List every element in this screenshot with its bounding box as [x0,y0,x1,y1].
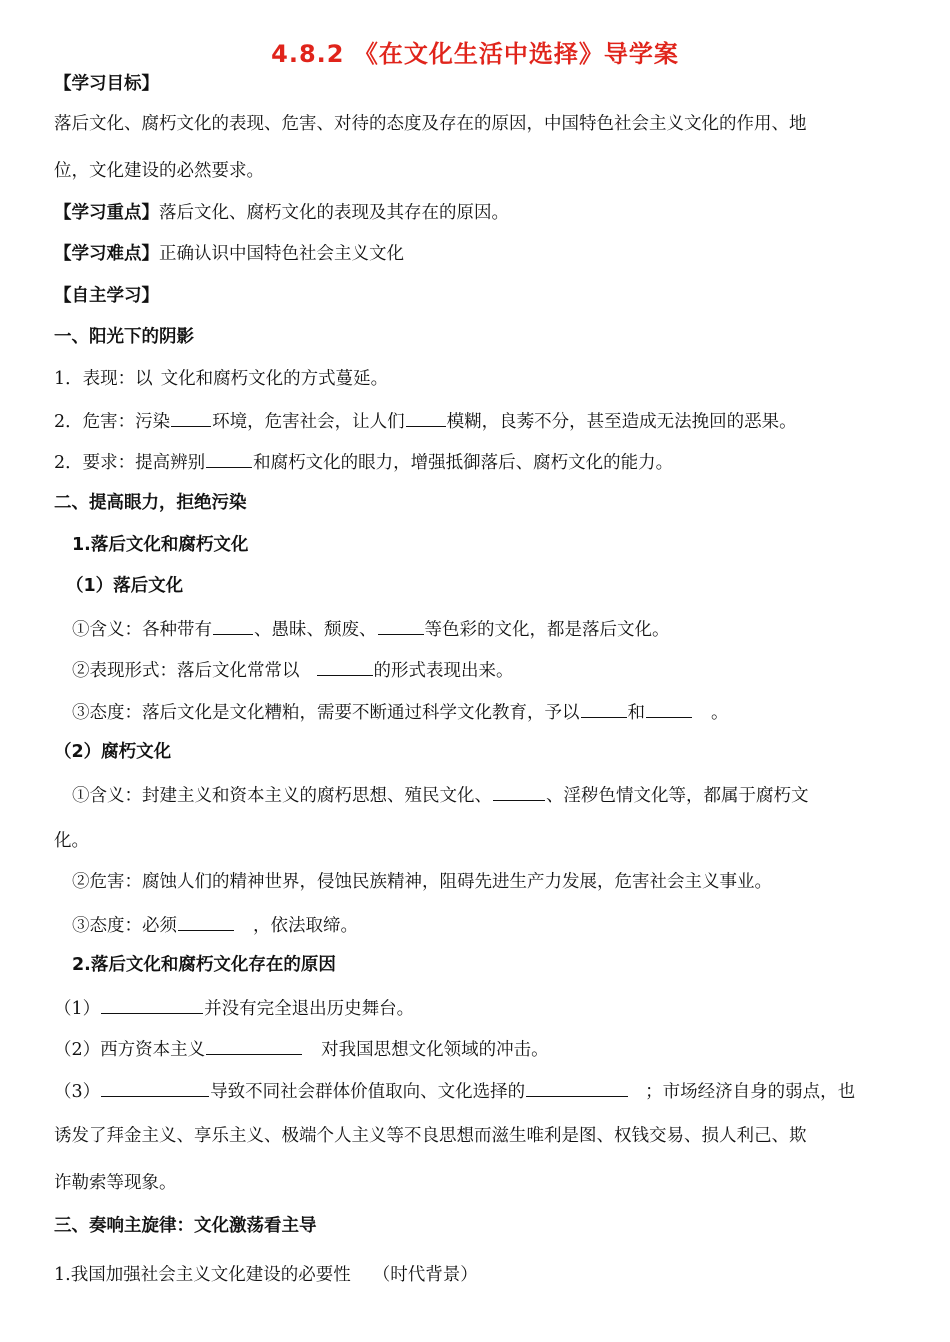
s1-item2-a: 2．危害：污染 [54,412,171,432]
section1-item1 [54,367,900,391]
key-point [54,201,900,225]
goals-text-line1: 落后文化、腐朽文化的表现、危害、对待的态度及存在的原因，中国特色社会主义文化的作用、地 [54,114,807,134]
dc-attitude-a: ③态度：必须 [72,916,177,936]
bw-meaning-c: 等色彩的文化，都是落后文化。 [424,620,670,640]
fill-blank[interactable] [101,1078,209,1097]
section2-heading: 二、提高眼力，拒绝污染 [54,493,247,513]
bw-attitude-b: 和 [627,703,645,723]
s1-item3-b: 和腐朽文化的眼力，增强抵御落后、腐朽文化的能力。 [253,453,674,473]
bw-attitude-c: 。 [711,703,729,723]
reason3-b: 导致不同社会群体价值取向、文化选择的 [210,1082,526,1102]
section1-item3 [54,449,900,475]
section3-item1 [54,1263,900,1287]
goals-heading: 【学习目标】 [54,74,159,94]
bw-form-a: ②表现形式：落后文化常常以 [72,661,300,681]
reason3-line2: 诱发了拜金主义、享乐主义、极端个人主义等不良思想而滋生唯利是图、权钱交易、损人利己、欺 [54,1126,807,1146]
s1-item3-a: 2．要求：提高辨别 [54,453,206,473]
s1-item2-c: 模糊，良莠不分，甚至造成无法挽回的恶果。 [446,412,797,432]
s1-item2-b: 环境，危害社会，让人们 [212,412,405,432]
fill-blank[interactable] [178,912,234,931]
dc-attitude-b: ，依法取缔。 [253,916,358,936]
s3-item1-a: 1.我国加强社会主义文化建设的必要性 [54,1265,351,1285]
reason1 [54,995,900,1021]
reason3-c: ；市场经济自身的弱点，也 [645,1082,856,1102]
fill-blank[interactable] [206,1036,302,1055]
fill-blank[interactable] [171,408,211,427]
section2-sub2: 2.落后文化和腐朽文化存在的原因 [72,955,336,975]
reason3-a: （3） [54,1082,101,1102]
decadent-attitude [72,912,900,938]
difficulty [54,242,900,266]
fill-blank[interactable] [406,408,446,427]
decadent-meaning [72,782,900,808]
backward-heading: （1）落后文化 [66,576,184,596]
reason1-b: 并没有完全退出历史舞台。 [204,999,415,1019]
backward-form [72,657,900,683]
difficulty-label: 【学习难点】 [54,244,159,264]
section1-item2 [54,408,900,434]
bw-form-b: 的形式表现出来。 [373,661,514,681]
section2-sub1: 1.落后文化和腐朽文化 [72,535,249,555]
section3-heading: 三、奏响主旋律：文化激荡看主导 [54,1216,317,1236]
reason3 [54,1078,900,1104]
fill-blank[interactable] [646,699,692,718]
bw-meaning-b: 、愚昧、颓废、 [254,620,377,640]
reason2-b: 对我国思想文化领域的冲击。 [321,1040,549,1060]
s1-item1-a: 1．表现：以 [54,369,153,389]
fill-blank[interactable] [317,657,373,676]
bw-attitude-a: ③态度：落后文化是文化糟粕，需要不断通过科学文化教育，予以 [72,703,580,723]
reason3-line3: 诈勒索等现象。 [54,1173,177,1193]
fill-blank[interactable] [213,616,253,635]
backward-meaning [72,616,900,642]
fill-blank[interactable] [378,616,424,635]
decadent-meaning-cont: 化。 [54,831,89,851]
fill-blank[interactable] [581,699,627,718]
page-title: 4.8.2 《在文化生活中选择》导学案 [271,40,679,68]
reason2-a: （2）西方资本主义 [54,1040,206,1060]
goals-text-line2: 位，文化建设的必然要求。 [54,161,264,181]
self-study-heading: 【自主学习】 [54,286,159,306]
reason1-a: （1） [54,999,101,1019]
fill-blank[interactable] [493,782,545,801]
section1-heading: 一、阳光下的阴影 [54,327,194,347]
fill-blank[interactable] [101,995,203,1014]
dc-meaning-b: 、淫秽色情文化等，都属于腐朽文 [546,786,809,806]
fill-blank[interactable] [206,449,252,468]
bw-meaning-a: ①含义：各种带有 [72,620,212,640]
key-point-text: 落后文化、腐朽文化的表现及其存在的原因。 [159,203,509,223]
s3-item1-b: （时代背景） [372,1265,478,1285]
backward-attitude [72,699,900,725]
decadent-harm: ②危害：腐蚀人们的精神世界，侵蚀民族精神，阻碍先进生产力发展，危害社会主义事业。 [72,872,772,892]
decadent-heading: （2）腐朽文化 [54,742,172,762]
s1-item1-b: 文化和腐朽文化的方式蔓延。 [160,369,389,389]
fill-blank[interactable] [526,1078,628,1097]
dc-meaning-a: ①含义：封建主义和资本主义的腐朽思想、殖民文化、 [72,786,492,806]
reason2 [54,1036,900,1062]
difficulty-text: 正确认识中国特色社会主义文化 [159,244,404,264]
key-point-label: 【学习重点】 [54,203,159,223]
